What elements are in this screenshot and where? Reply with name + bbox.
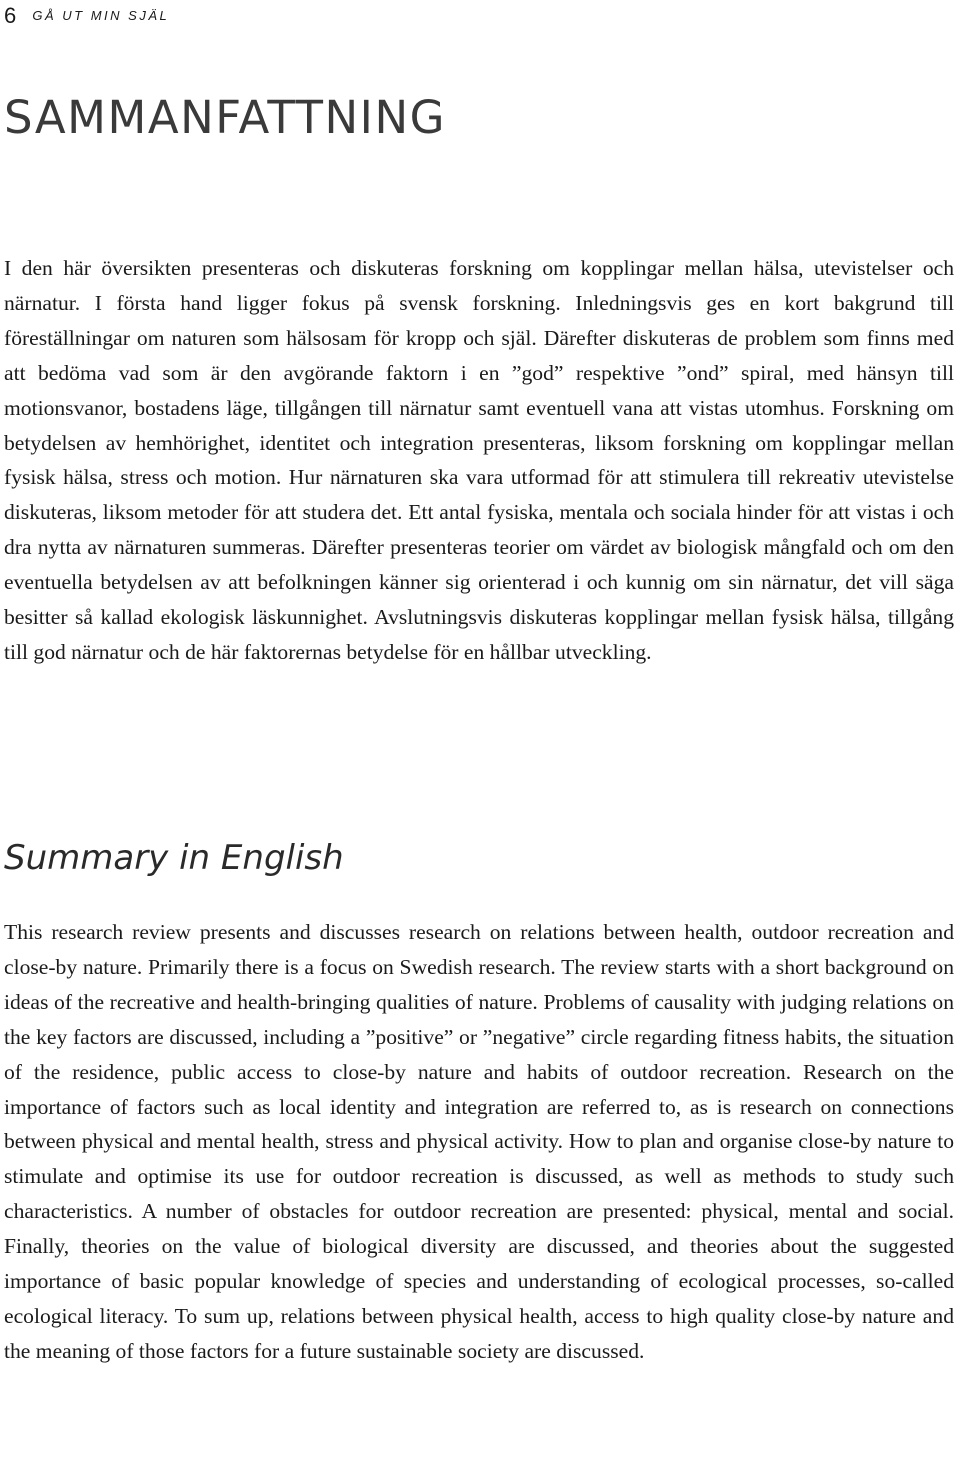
english-summary-heading: Summary in English [4, 838, 344, 878]
swedish-summary-paragraph: I den här översikten presenteras och diskuteras forskning om kopplingar mellan hälsa, utevistelser och närnatur. I första hand ligger fokus på svensk forskning. Inledningsvis ges en kort bakgrund till föreställningar om naturen som hälsosam för kropp och själ. Därefter diskuteras de problem som finns med att bedöma vad som är den avgörande faktorn i en ”god” respektive ”ond” spiral, med hänsyn till motionsvanor, bostadens läge, tillgången till närnatur samt eventuell vana att vistas utomhus. Forskning om betydelsen av hemhörighet, identitet och integration presenteras, liksom forskning om kopplingar mellan fysisk hälsa, stress och motion. Hur närnaturen ska vara utformad för att stimulera till rekreativ utevistelse diskuteras, liksom metoder för att studera det. Ett antal fysiska, mentala och sociala hinder för att vistas i och dra nytta av närnaturen summeras. Därefter presenteras teorier om värdet av biologisk mångfald och om den eventuella betydelsen av att befolkningen känner sig orienterad i och kunnig om sin närnatur, det vill säga besitter så kallad ekologisk läskunnighet. Avslutningsvis diskuteras kopplingar mellan fysisk hälsa, tillgång till god närnatur och de här faktorernas betydelse för en hållbar utveckling. [4, 256, 954, 664]
swedish-summary-heading: SAMMANFATTNING [4, 91, 446, 144]
page-number: 6 [4, 3, 17, 28]
english-summary-paragraph: This research review presents and discusses research on relations between health, outdoor recreation and close-by nature. Primarily there is a focus on Swedish research. The review starts with a short background on ideas of the recreative and health-bringing qualities of nature. Problems of causality with judging relations on the key factors are discussed, including a ”positive” or ”negative” circle regarding fitness habits, the situation of the residence, public access to close-by nature and habits of outdoor recreation. Research on the importance of factors such as local identity and integration are referred to, as is research on connections between physical and mental health, stress and physical activity. How to plan and organise close-by nature to stimulate and optimise its use for outdoor recreation is discussed, as well as methods to study such characteristics. A number of obstacles for outdoor recreation are presented: physical, mental and social. Finally, theories on the value of biological diversity are discussed, and theories about the suggested importance of basic popular knowledge of species and understanding of ecological processes, so-called ecological literacy. To sum up, relations between physical health, access to high quality close-by nature and the meaning of those factors for a future sustainable society are discussed. [4, 920, 954, 1363]
running-head [4, 2, 169, 30]
book-title: GÅ UT MIN SJÄL [32, 8, 170, 23]
